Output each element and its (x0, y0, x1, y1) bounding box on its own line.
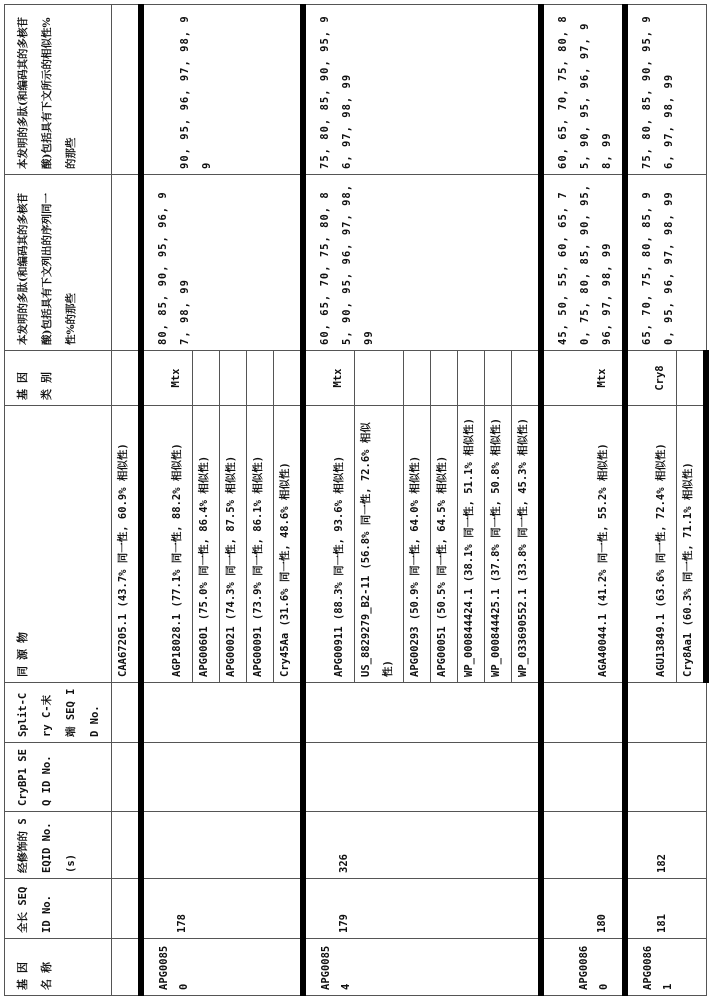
cell-empty (512, 351, 542, 406)
cell-empty (112, 879, 142, 939)
cell-empty (247, 351, 274, 406)
homolog-cell: APG00091 (73.9% 同一性, 86.1% 相似性) (247, 406, 274, 683)
split-cry-seq-id-cell (625, 683, 706, 743)
homolog-table (4, 4, 709, 996)
cell-empty (274, 351, 304, 406)
similarity-pct-cell: 90, 95, 96, 97, 98, 99 (141, 5, 303, 175)
homolog-cell: APG00021 (74.3% 同一性, 87.5% 相似性) (220, 406, 247, 683)
table-row-apg00861 (625, 5, 677, 996)
split-cry-seq-id-cell (303, 683, 541, 743)
homolog-cell: CAA67205.1 (43.7% 同一性, 60.9% 相似性) (112, 406, 142, 683)
gene-category-cell: Mtx (141, 351, 193, 406)
header-gene-category: 基因类别 (5, 351, 112, 406)
table-row-preceding (112, 5, 142, 996)
header-homologs: 同源物 (5, 406, 112, 683)
modified-seq-id-cell (541, 812, 625, 879)
modified-seq-id-cell: 326 (303, 812, 541, 879)
cell-empty (112, 939, 142, 996)
identity-pct-cell: 65, 70, 75, 80, 85, 90, 95, 96, 97, 98, 99 (625, 175, 706, 351)
header-full-length-seq-id: 全长 SEQ ID No. (5, 879, 112, 939)
homolog-cell: US_8829279_B2-11 (56.8% 同一性, 72.6% 相似性) (355, 406, 404, 683)
gene-name-cell: APG00850 (141, 939, 303, 996)
homolog-cell: WP_000844424.1 (38.1% 同一性, 51.1% 相似性) (458, 406, 485, 683)
table-row-apg00854 (303, 5, 355, 996)
identity-pct-cell: 45, 50, 55, 60, 65, 70, 75, 80, 85, 90, 95, 96, 97, 98, 99 (541, 175, 625, 351)
gene-name-cell: APG00854 (303, 939, 541, 996)
full-length-seq-id-cell: 179 (303, 879, 541, 939)
gene-category-cell: Mtx (541, 351, 625, 406)
homolog-cell: AGU13849.1 (63.6% 同一性, 72.4% 相似性) (625, 406, 677, 683)
split-cry-seq-id-cell (141, 683, 303, 743)
modified-seq-id-cell (141, 812, 303, 879)
crybp1-seq-id-cell (141, 743, 303, 812)
header-similarity-pct: 本发明的多肽(和编码其的多核苷酸)包括具有下文所示的相似性%的那些 (5, 5, 112, 175)
cell-empty (112, 743, 142, 812)
cell-empty (458, 351, 485, 406)
cell-empty (112, 5, 142, 175)
cell-empty (112, 351, 142, 406)
full-length-seq-id-cell: 180 (541, 879, 625, 939)
cell-empty (112, 683, 142, 743)
table-row-apg00850 (141, 5, 193, 996)
cell-empty (220, 351, 247, 406)
similarity-pct-cell: 75, 80, 85, 90, 95, 96, 97, 98, 99 (625, 5, 706, 175)
similarity-pct-cell: 60, 65, 70, 75, 80, 85, 90, 95, 96, 97, 98, 99 (541, 5, 625, 175)
crybp1-seq-id-cell (303, 743, 541, 812)
cell-empty (431, 351, 458, 406)
full-length-seq-id-cell: 178 (141, 879, 303, 939)
header-identity-pct: 本发明的多肽(和编码其的多核苷酸)包括具有下文列出的序列同一性%的那些 (5, 175, 112, 351)
modified-seq-id-cell: 182 (625, 812, 706, 879)
homolog-cell: APG00601 (75.0% 同一性, 86.4% 相似性) (193, 406, 220, 683)
header-modified-seq-id: 经修饰的 SEQID No.(s) (5, 812, 112, 879)
full-length-seq-id-cell: 181 (625, 879, 706, 939)
crybp1-seq-id-cell (541, 743, 625, 812)
gene-name-cell: APG00860 (541, 939, 625, 996)
homolog-cell: AGA40044.1 (41.2% 同一性, 55.2% 相似性) (541, 406, 625, 683)
homolog-cell: WP_033690552.1 (33.8% 同一性, 45.3% 相似性) (512, 406, 542, 683)
cell-empty (355, 351, 404, 406)
header-gene-name: 基因名称 (5, 939, 112, 996)
homolog-cell: APG00051 (50.5% 同一性, 64.5% 相似性) (431, 406, 458, 683)
cell-empty (193, 351, 220, 406)
gene-category-cell: Mtx (303, 351, 355, 406)
gene-name-cell: APG00861 (625, 939, 706, 996)
similarity-pct-cell: 75, 80, 85, 90, 95, 96, 97, 98, 99 (303, 5, 541, 175)
crybp1-seq-id-cell (625, 743, 706, 812)
header-crybp1-seq-id: CryBP1 SEQ ID No. (5, 743, 112, 812)
cell-empty (112, 812, 142, 879)
homolog-cell: Cry8Aa1 (60.3% 同一性, 71.1% 相似性) (677, 406, 707, 683)
split-cry-seq-id-cell (541, 683, 625, 743)
homolog-cell: AGP18028.1 (77.1% 同一性, 88.2% 相似性) (141, 406, 193, 683)
cell-empty (112, 175, 142, 351)
header-split-cry-seq-id: Split-Cry C-末端 SEQ ID No. (5, 683, 112, 743)
header-row (5, 5, 112, 996)
homolog-cell: WP_000844425.1 (37.8% 同一性, 50.8% 相似性) (485, 406, 512, 683)
table-row-apg00860 (541, 5, 625, 996)
cell-empty (677, 351, 707, 406)
cell-empty (485, 351, 512, 406)
identity-pct-cell: 80, 85, 90, 95, 96, 97, 98, 99 (141, 175, 303, 351)
cell-empty (404, 351, 431, 406)
identity-pct-cell: 60, 65, 70, 75, 80, 85, 90, 95, 96, 97, 98, 99 (303, 175, 541, 351)
homolog-cell: APG00911 (88.3% 同一性, 93.6% 相似性) (303, 406, 355, 683)
homolog-cell: APG00293 (50.9% 同一性, 64.0% 相似性) (404, 406, 431, 683)
homolog-cell: Cry45Aa (31.6% 同一性, 48.6% 相似性) (274, 406, 304, 683)
gene-category-cell: Cry8 (625, 351, 677, 406)
